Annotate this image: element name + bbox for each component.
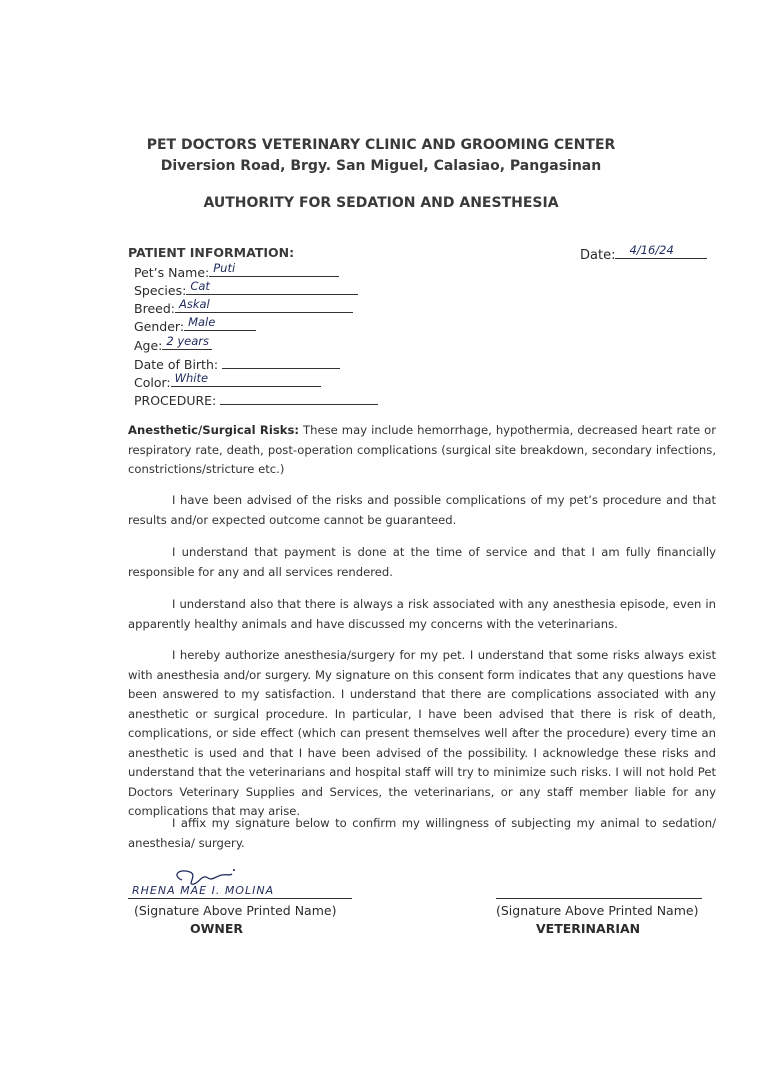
- field-value: Puti: [213, 261, 236, 275]
- field-line[interactable]: [209, 263, 339, 277]
- date-field: [580, 244, 707, 263]
- payment-paragraph: I understand that payment is done at the time of service and that I am fully financially responsible for any and all services rendered.: [128, 545, 716, 579]
- field-label: Age:: [134, 338, 163, 353]
- field-species: [134, 281, 358, 298]
- vet-signature-line[interactable]: [496, 870, 702, 899]
- risks-heading: Anesthetic/Surgical Risks:: [128, 423, 299, 437]
- field-label: Pet’s Name:: [134, 265, 210, 280]
- field-color: [134, 373, 321, 390]
- risks-text: These may include hemorrhage, hypothermia, decreased heart rate or respiratory rate, death, post-operation complications (surgical site breakdown, secondary infections, constrictions/stricture etc.): [128, 423, 716, 476]
- date-label: Date:: [580, 248, 616, 263]
- field-label: PROCEDURE:: [134, 393, 217, 408]
- patient-info-heading: PATIENT INFORMATION:: [128, 245, 295, 260]
- field-value: Askal: [178, 297, 210, 311]
- field-label: Date of Birth:: [134, 357, 219, 372]
- field-label: Gender:: [134, 319, 185, 334]
- field-age: [134, 336, 212, 353]
- field-value: White: [174, 371, 209, 385]
- field-label: Color:: [134, 375, 171, 390]
- field-line[interactable]: [171, 373, 321, 387]
- field-value: 2 years: [166, 334, 210, 348]
- owner-signature-block: [128, 870, 352, 936]
- field-value: Male: [188, 315, 216, 329]
- field-label: Breed:: [134, 301, 175, 316]
- field-line[interactable]: [162, 336, 212, 350]
- field-date-of-birth: [134, 355, 340, 372]
- owner-printed-name: RHENA MAE I. MOLINA: [132, 884, 275, 897]
- clinic-address: Diversion Road, Brgy. San Miguel, Calasiao, Pangasinan: [160, 158, 602, 174]
- form-title: AUTHORITY FOR SEDATION AND ANESTHESIA: [203, 195, 559, 211]
- date-line[interactable]: [615, 244, 707, 259]
- field-gender: [134, 317, 256, 334]
- clinic-name: PET DOCTORS VETERINARY CLINIC AND GROOMING CENTER: [146, 137, 616, 153]
- vet-role-label: VETERINARIAN: [536, 921, 641, 936]
- field-line[interactable]: [175, 299, 353, 313]
- field-value: Cat: [190, 279, 210, 293]
- owner-signature-caption: (Signature Above Printed Name): [134, 903, 337, 918]
- vet-signature-caption: (Signature Above Printed Name): [496, 903, 699, 918]
- affix-signature-paragraph: I affix my signature below to confirm my willingness of subjecting my animal to sedation/ anesthesia/ surgery.: [128, 816, 716, 850]
- risk-awareness-paragraph: I understand also that there is always a risk associated with any anesthesia episode, even in apparently healthy animals and have discussed my concerns with the veterinarians.: [128, 597, 716, 631]
- field-line[interactable]: [220, 391, 378, 405]
- field-breed: [134, 299, 353, 316]
- field-line[interactable]: [184, 317, 256, 331]
- field-label: Species:: [134, 283, 187, 298]
- advised-paragraph: I have been advised of the risks and possible complications of my pet’s procedure and that results and/or expected outcome cannot be guaranteed.: [128, 493, 716, 527]
- field-pet-name: [134, 263, 339, 280]
- owner-role-label: OWNER: [190, 921, 244, 936]
- vet-signature-block: [496, 870, 702, 936]
- owner-signature-line[interactable]: [128, 870, 352, 899]
- field-line[interactable]: [222, 355, 340, 369]
- risks-paragraph: [128, 421, 716, 480]
- field-line[interactable]: [186, 281, 358, 295]
- authorization-paragraph: I hereby authorize anesthesia/surgery for my pet. I understand that some risks always exist with anesthesia and/or surgery. My signature on this consent form indicates that any questions have been answered to my satisfaction. I understand that there are complications associated with any anesthetic or surgical procedure. In particular, I have been advised that there is risk of death, complications, or side effect (which can present themselves well after the procedure) every time an anesthetic is used and that I have been advised of the possibility. I acknowledge these risks and understand that the veterinarians and hospital staff will try to minimize such risks. I will not hold Pet Doctors Veterinary Supplies and Services, the veterinarians, or any staff member liable for any complications that may arise.: [128, 648, 716, 818]
- field-procedure: [134, 391, 378, 408]
- date-value: 4/16/24: [629, 243, 674, 257]
